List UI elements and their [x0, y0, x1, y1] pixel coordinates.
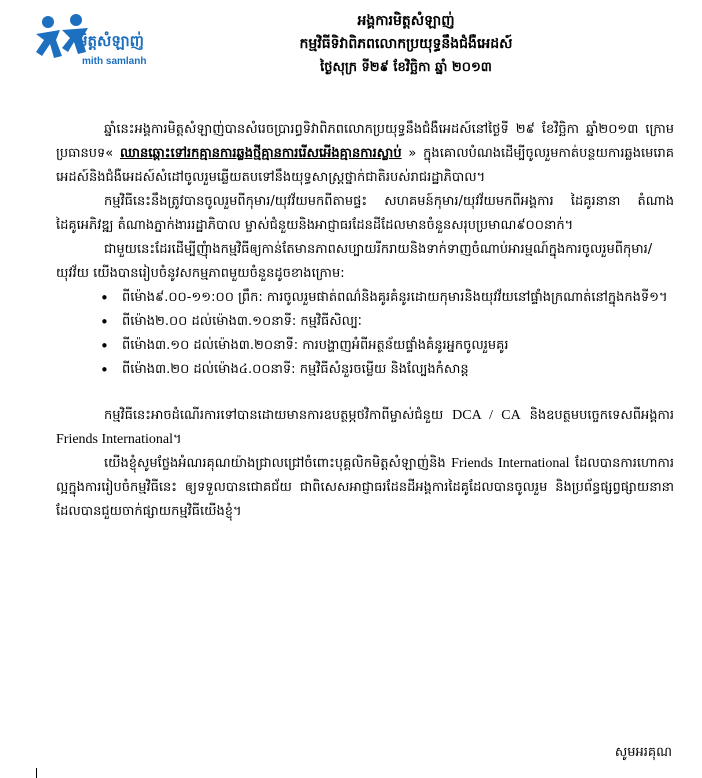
- participants-paragraph: កម្មវិធីនេះនឹងត្រូវបានចូលរួមពីកុមារ/យុវវ័យមកពីតាមផ្ទះ សហគមន៍កុមារ/យុវវ័យមកពីអង្គការ ដៃគូរនានា តំណាងដៃគូអេភិវឌ្ឍ តំណាងភ្នាក់ងាររដ្ឋាភិបាល ម្ចាស់ជំនួយនិងអាជ្ញាធរដែនដីដែលមានចំនួនសរុបប្រមាណ៩០០នាក់។: [56, 194, 674, 233]
- event-date: ថ្ងៃសុក្រ ទី២៩ ខែវិច្ឆិកា ឆ្នាំ ២០១៣: [320, 60, 492, 75]
- schedule-item: • ពីម៉ោង៩.០០-១១:០០ ព្រឹក: ការចូលរួមផាត់ពណ៌និងគូរគំនូរដោយកុមារនិងយុវវ័យនៅផ្ទាំងក្រណាត់នៅក្នុងកងទី១។: [122, 286, 674, 310]
- schedule-item: • ពីម៉ោង២.០០ ដល់ម៉ោង៣.១០នាទី: កម្មវិធីសិល្បៈ: [122, 310, 674, 334]
- closing-thanks: សូមអរគុណ: [614, 745, 672, 760]
- organization-title: អង្គការមិត្តសំឡាញ់: [357, 13, 455, 29]
- partner-org-name: Friends International: [56, 432, 174, 447]
- activities-intro-paragraph: ជាមួយនេះដែរដើម្បីញុំាងកម្មវិធីឲ្យកាន់តែមានភាពសប្បាយរីករាយនិងទាក់ទាញចំណាប់អារម្មណ៍ក្នុងការចូលរួមពីកុមារ/យុវវ័យ យើងបានរៀបចំនូវសកម្មភាពមួយចំនួនដូចខាងក្រោម:: [56, 242, 653, 281]
- donor-names: DCA / CA: [452, 408, 521, 423]
- sponsor-paragraph: កម្មវិធីនេះអាចដំណើរការទៅបានដោយមានការឧបត្ថម្ភថវិកាពីម្ចាស់ជំនួយ DCA / CA និងឧបត្ថមបច្ចេកទេសពីអង្គការ Friends International។: [56, 408, 674, 447]
- partner-org-name-2: Friends International: [451, 456, 570, 471]
- schedule-item: • ពីម៉ោង៣.២០ ដល់ម៉ោង៤.០០នាទី: កម្មវិធីសំនួរចម្លើយ និងល្បែងកំសាន្ត: [122, 358, 674, 382]
- logo: [26, 4, 156, 84]
- logo-khmer-text: មិត្តសំឡាញ់: [78, 32, 144, 50]
- margin-mark: [36, 768, 37, 778]
- theme-text: ឈានឆ្ពោះទៅរកគ្មានការឆ្លងថ្មីគ្មានការរើសអើងគ្មានការស្លាប់: [120, 146, 402, 161]
- thanks-paragraph: យើងខ្ញុំសូមថ្លែងអំណរគុណយ៉ាងជ្រាលជ្រៅចំពោះបុគ្គលិកមិត្តសំឡាញ់និង Friends International ដែលបានការហោការល្អក្នុងការរៀបចំកម្មវិធីនេះ ឲ្យទទួលបានជោគជ័យ ជាពិសេសអាជ្ញាធរដែនដីអង្គការដៃគូដែលបានចូលរួម និងប្រព័ន្ធផ្សព្វផ្សាយនានាដែលបានជួយចាក់ផ្សាយកម្មវិធីយើងខ្ញុំ។: [56, 456, 675, 519]
- intro-paragraph: ឆ្នាំនេះអង្គការមិត្តសំឡាញ់បានសំរេចប្រារព្ធទិវាពិភពលោកប្រយុទ្ធនឹងជំងឺអេដស៍នៅថ្ងៃទី ២៩ ខែវិច្ឆិកា ឆ្នាំ២០១៣ ក្រោមប្រធានបទ« ឈានឆ្ពោះទៅរកគ្មានការឆ្លងថ្មីគ្មានការរើសអើងគ្មានការស្លាប់ » ក្នុងគោលបំណងដើម្បីចូលរួមកាត់បន្ថយការឆ្លងមេរោគអេដស៍និងជំងឺអេដស៍សំដៅចូលរួមឆ្លើយតបទៅនឹងយុទ្ធសាស្ត្រថ្នាក់ជាតិរបស់រាជរដ្ឋាភិបាល។: [56, 122, 674, 185]
- event-title: កម្មវិធីទិវាពិភពលោកប្រយុទ្ធនឹងជំងឺអេដស៍: [299, 36, 513, 52]
- document-body: [56, 118, 674, 524]
- document-header: [150, 10, 662, 79]
- schedule-list: [56, 286, 674, 382]
- schedule-item: • ពីម៉ោង៣.១០ ដល់ម៉ោង៣.២០នាទី: ការបង្ហាញអំពីអត្ថន័យផ្ទាំងគំនូរអ្នកចូលរួមគូរ: [122, 334, 674, 358]
- logo-english-text: mith samlanh: [82, 56, 147, 67]
